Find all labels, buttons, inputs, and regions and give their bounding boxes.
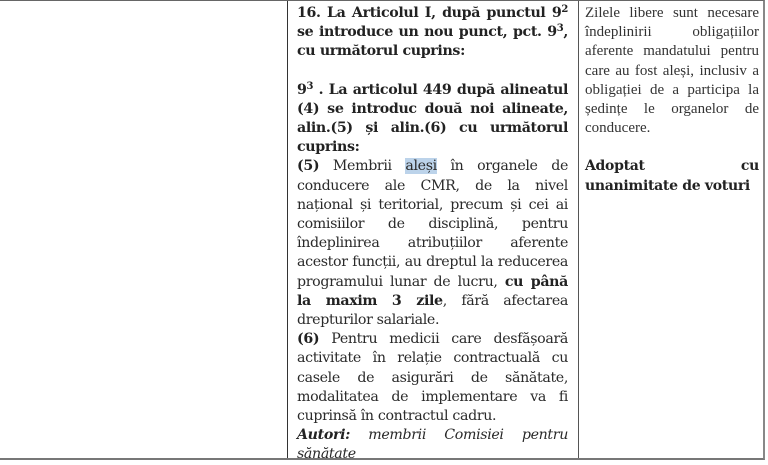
alineat-6: (6) Pentru medicii care desfășoară activitate în relație contractuală cu casele de asigurări de sănătate, modalitatea de implementare va fi cuprinsă în contractul cadru. [297,331,568,425]
alineat-5: (5) Membrii aleși în organele de conducere ale CMR, de la nivel național și teritorial, precum și cei ai comisiilor de disciplină, pentru îndeplinirea atribuțiilor aferente acestor funcții, au dreptul la reducerea programului lunar de lucru, cu până la maxim 3 zile, fără afectarea drepturilor salariale. [297,158,569,329]
motivation-text: Zilele libere sunt necesare îndeplinirii obligațiilor aferente mandatului pentru care au fost aleși, inclusiv a obligației de a participa la ședințe le organelor de conducere. [585,5,759,137]
right-column-motivation [578,1,765,458]
point-9-3: $9^3$ . La articolul 449 după alineatul (4) se introduc două noi alineate, alin.(5) și alin.(6) cu următorul cuprins: [297,80,568,156]
amendment-heading: 16. La Articolul I, după punctul $9^2$ se introduce un nou punct, pct. $9^3$, cu următorul cuprins: [297,4,568,60]
left-column-empty [0,1,287,458]
vote-result: Adoptat cu unanimitate de voturi [585,158,759,194]
middle-column-amendment-text [287,1,578,463]
text-selection-highlight[interactable]: aleși [405,158,437,175]
authors: Autori: membrii Comisiei pentru sănătate [297,427,568,463]
